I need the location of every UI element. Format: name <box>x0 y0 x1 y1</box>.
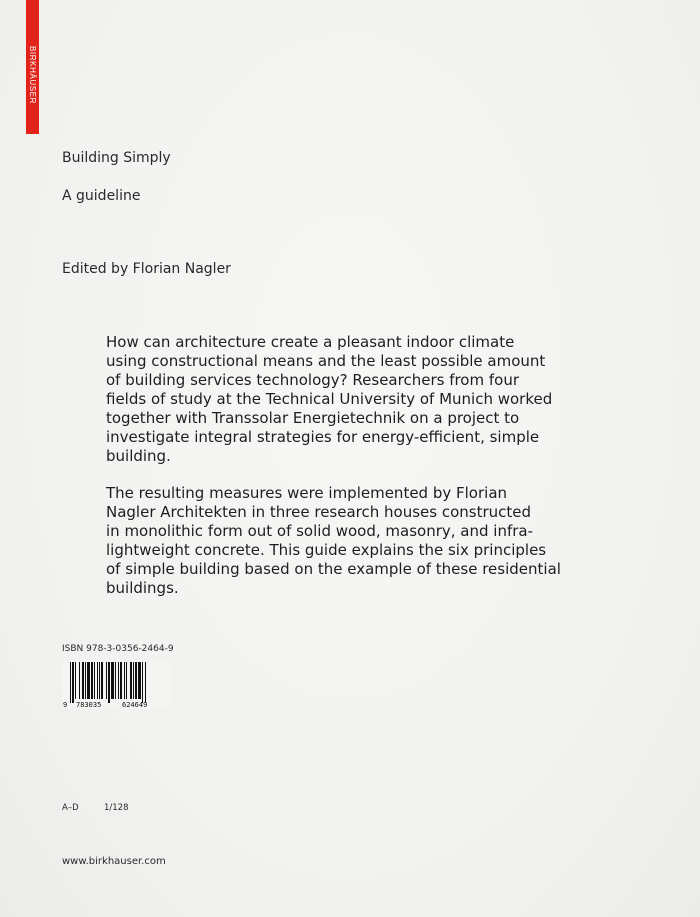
isbn-text: ISBN 978-3-0356-2464-9 <box>62 644 174 654</box>
publisher-website: www.birkhauser.com <box>62 856 166 867</box>
blurb-paragraph-1: How can architecture create a pleasant indoor climate using constructional means and the least possible amount of building services technology? Researchers from four fields of study at the Technical University of Munich worked together with Transsolar Energietechnik on a project to investigate integral strategies for energy-efficient, simple building. <box>106 333 553 465</box>
barcode-icon <box>62 661 172 709</box>
blurb-paragraph-2: The resulting measures were implemented by Florian Nagler Architekten in three research houses constructed in monolithic form out of solid wood, masonry, and infra- lightweight concrete. This guide explains the six principles of simple building based on the example of these residential buildings. <box>106 484 561 597</box>
barcode-digit-first: 9 <box>63 701 68 709</box>
book-title: Building Simply <box>62 150 171 166</box>
catalog-region: A–D <box>62 803 79 813</box>
book-editor: Edited by Florian Nagler <box>62 261 231 277</box>
book-subtitle: A guideline <box>62 188 141 204</box>
catalog-code: 1/128 <box>104 803 129 813</box>
barcode-digits-right: 624649 <box>122 701 148 709</box>
publisher-logo-text: BIRKHÄUSER <box>28 46 37 105</box>
barcode-digits-left: 783035 <box>76 701 102 709</box>
